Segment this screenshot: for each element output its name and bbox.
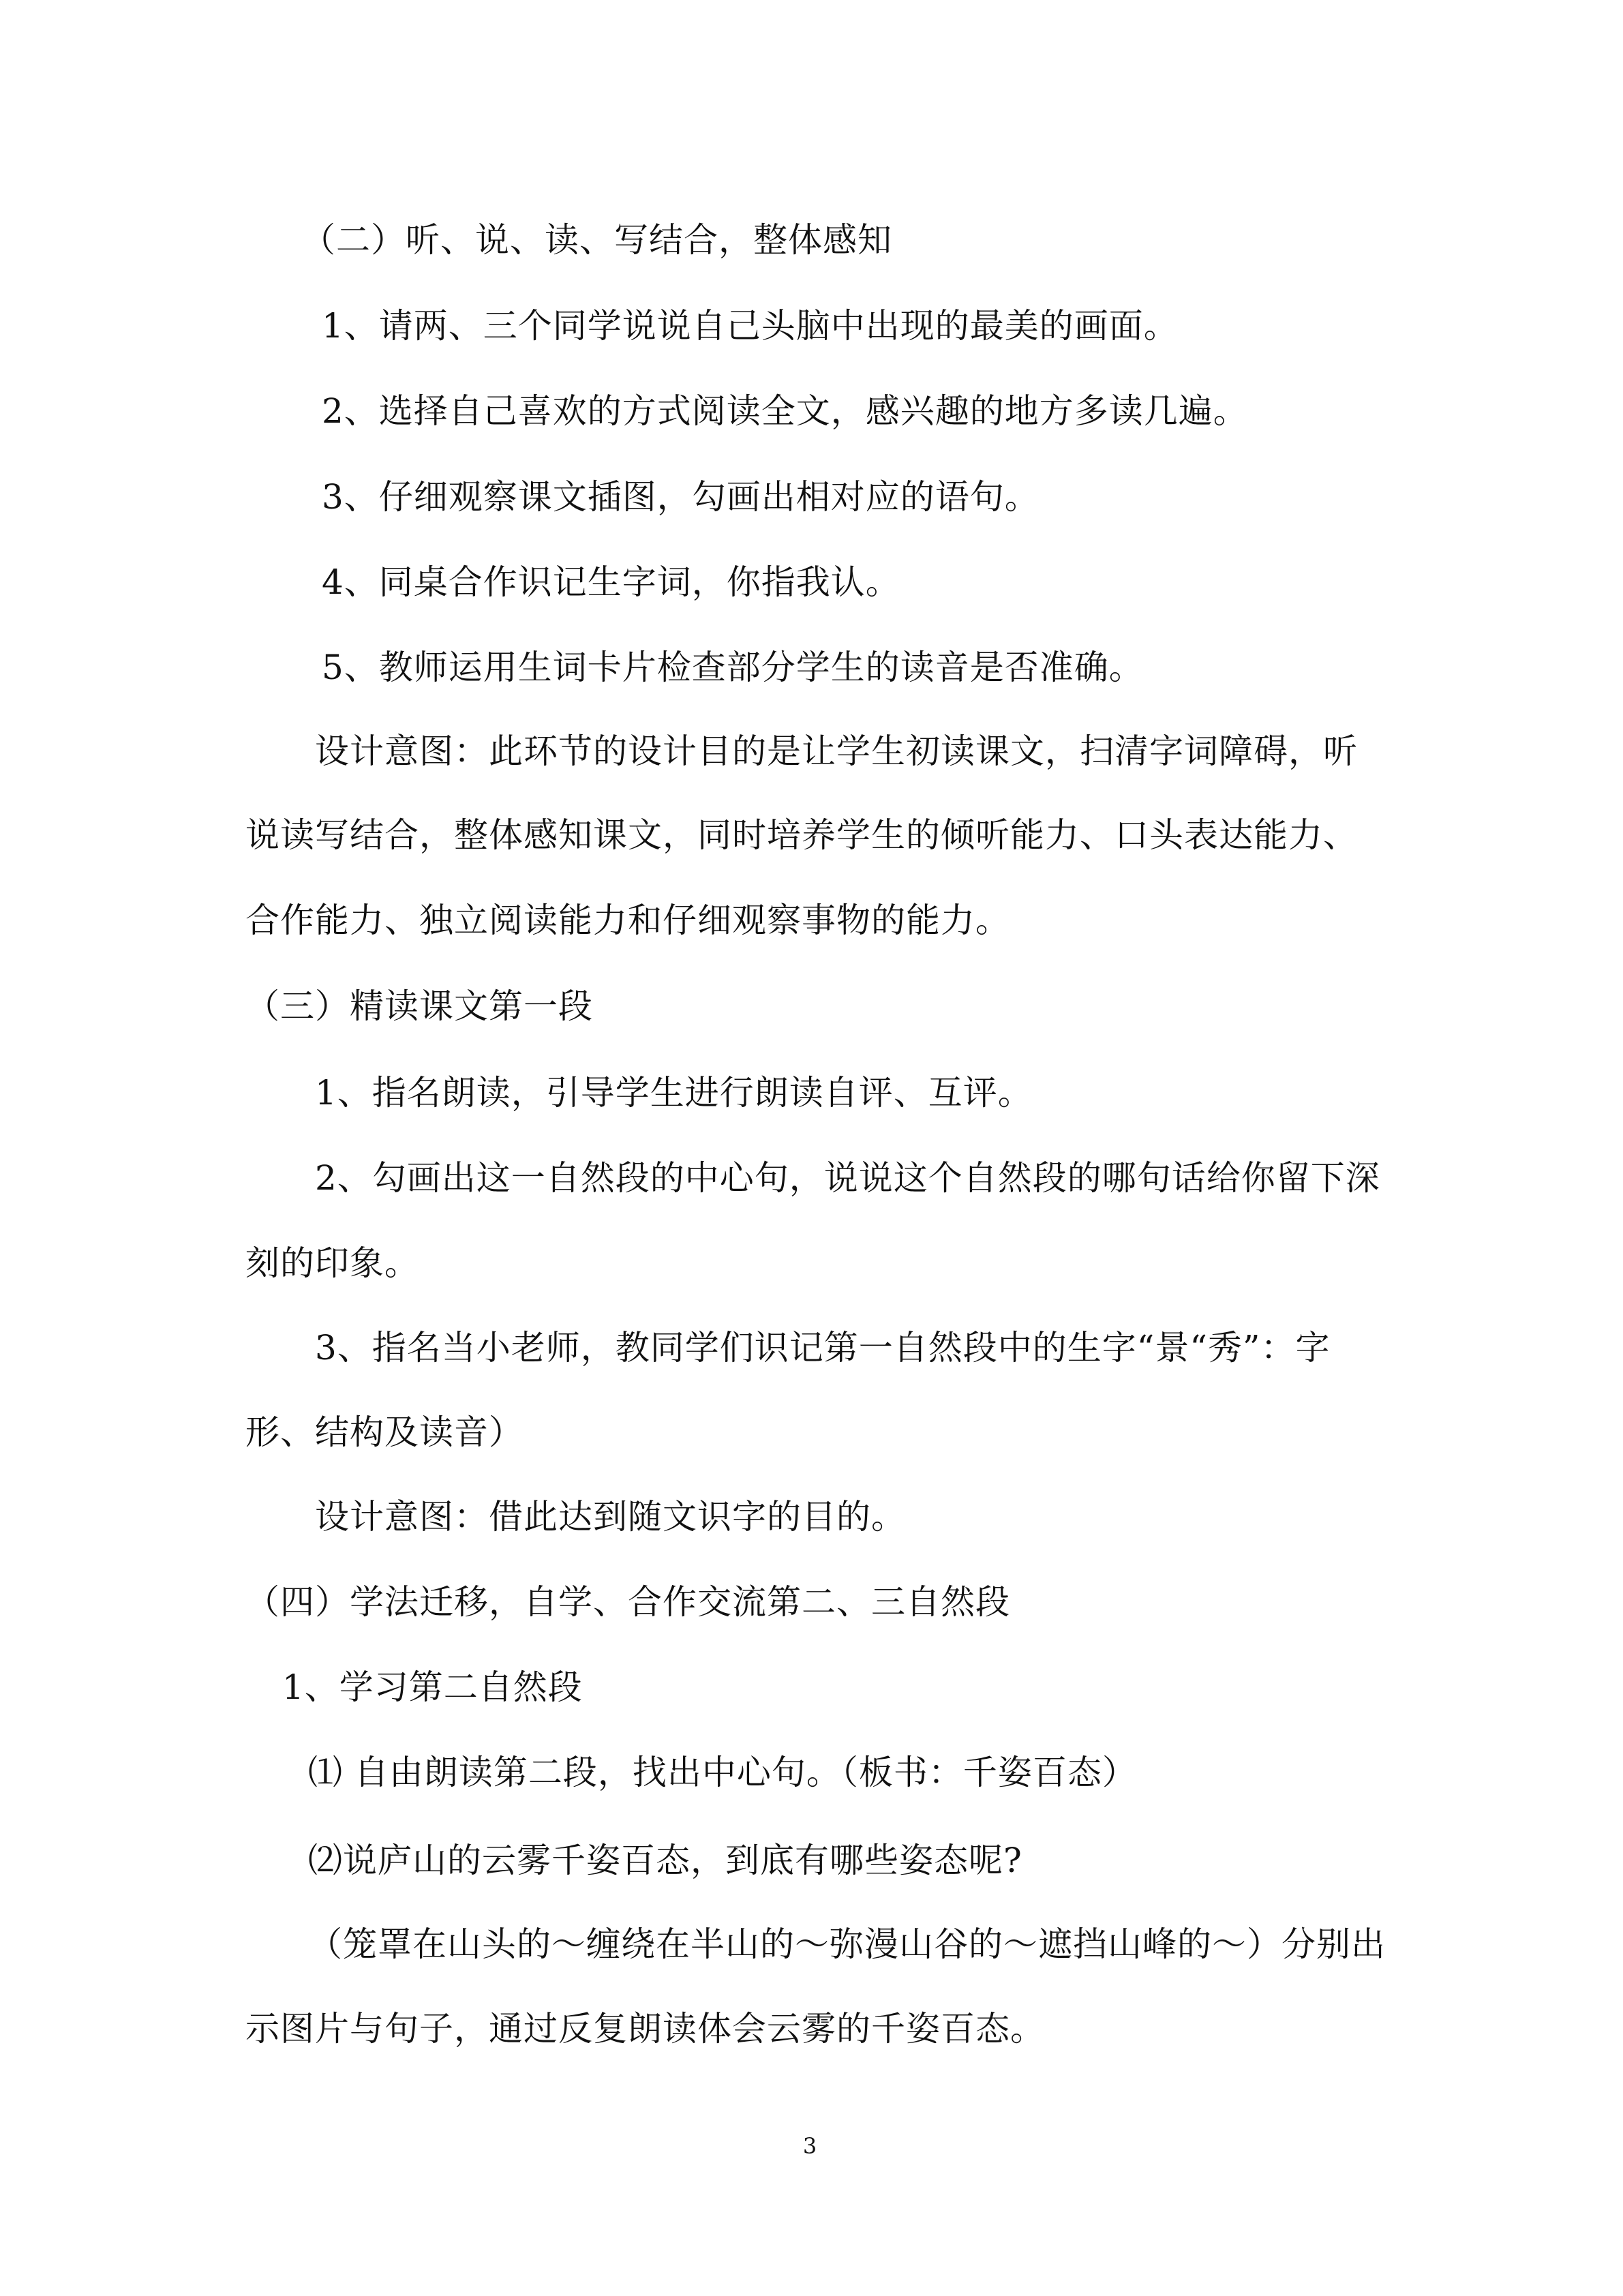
cloud-forms-paragraph-line-2: 示图片与句子，通过反复朗读体会云雾的千姿百态。 (245, 2009, 1045, 2049)
section-heading-4: （四）学法迁移，自学、合作交流第二、三自然段 (245, 1582, 1010, 1622)
sub-item-2: ⑵说庐山的云雾千姿百态，到底有哪些姿态呢? (308, 1841, 1022, 1880)
sub-item-1: ⑴ 自由朗读第二段，找出中心句。（板书：千姿百态） (308, 1753, 1137, 1792)
design-intent-paragraph-line-3: 合作能力、独立阅读能力和仔细观察事物的能力。 (245, 901, 1010, 940)
page-number: 3 (802, 2133, 817, 2159)
list-item-5: 5、教师运用生词卡片检查部分学生的读音是否准确。 (322, 648, 1144, 687)
section-4-item-1: 1、学习第二自然段 (282, 1667, 583, 1707)
section-heading-2: （二）听、说、读、写结合，整体感知 (301, 220, 892, 260)
section-3-item-2-line-2: 刻的印象。 (245, 1243, 419, 1283)
section-3-item-2-line-1: 2、勾画出这一自然段的中心句，说说这个自然段的哪句话给你留下深 (315, 1158, 1380, 1198)
section-3-item-3-line-2: 形、结构及读音） (245, 1413, 524, 1452)
list-item-2: 2、选择自己喜欢的方式阅读全文，感兴趣的地方多读几遍。 (322, 391, 1248, 431)
section-3-item-1: 1、指名朗读，引导学生进行朗读自评、互评。 (315, 1073, 1033, 1113)
list-item-3: 3、仔细观察课文插图，勾画出相对应的语句。 (322, 477, 1040, 517)
list-item-4: 4、同桌合作识记生字词，你指我认。 (322, 562, 900, 602)
section-heading-3: （三）精读课文第一段 (245, 986, 593, 1026)
design-intent-paragraph-line-2: 说读写结合，整体感知课文，同时培养学生的倾听能力、口头表达能力、 (245, 815, 1358, 855)
cloud-forms-paragraph-line-1: （笼罩在山头的～缠绕在半山的～弥漫山谷的～遮挡山峰的～）分别出 (308, 1924, 1386, 1964)
section-3-item-3-line-1: 3、指名当小老师，教同学们识记第一自然段中的生字“景“秀”：字 (315, 1328, 1331, 1368)
list-item-1: 1、请两、三个同学说说自己头脑中出现的最美的画面。 (322, 306, 1179, 346)
design-intent-short: 设计意图：借此达到随文识字的目的。 (315, 1497, 906, 1537)
design-intent-paragraph-line-1: 设计意图：此环节的设计目的是让学生初读课文，扫清字词障碍，听 (315, 731, 1358, 771)
